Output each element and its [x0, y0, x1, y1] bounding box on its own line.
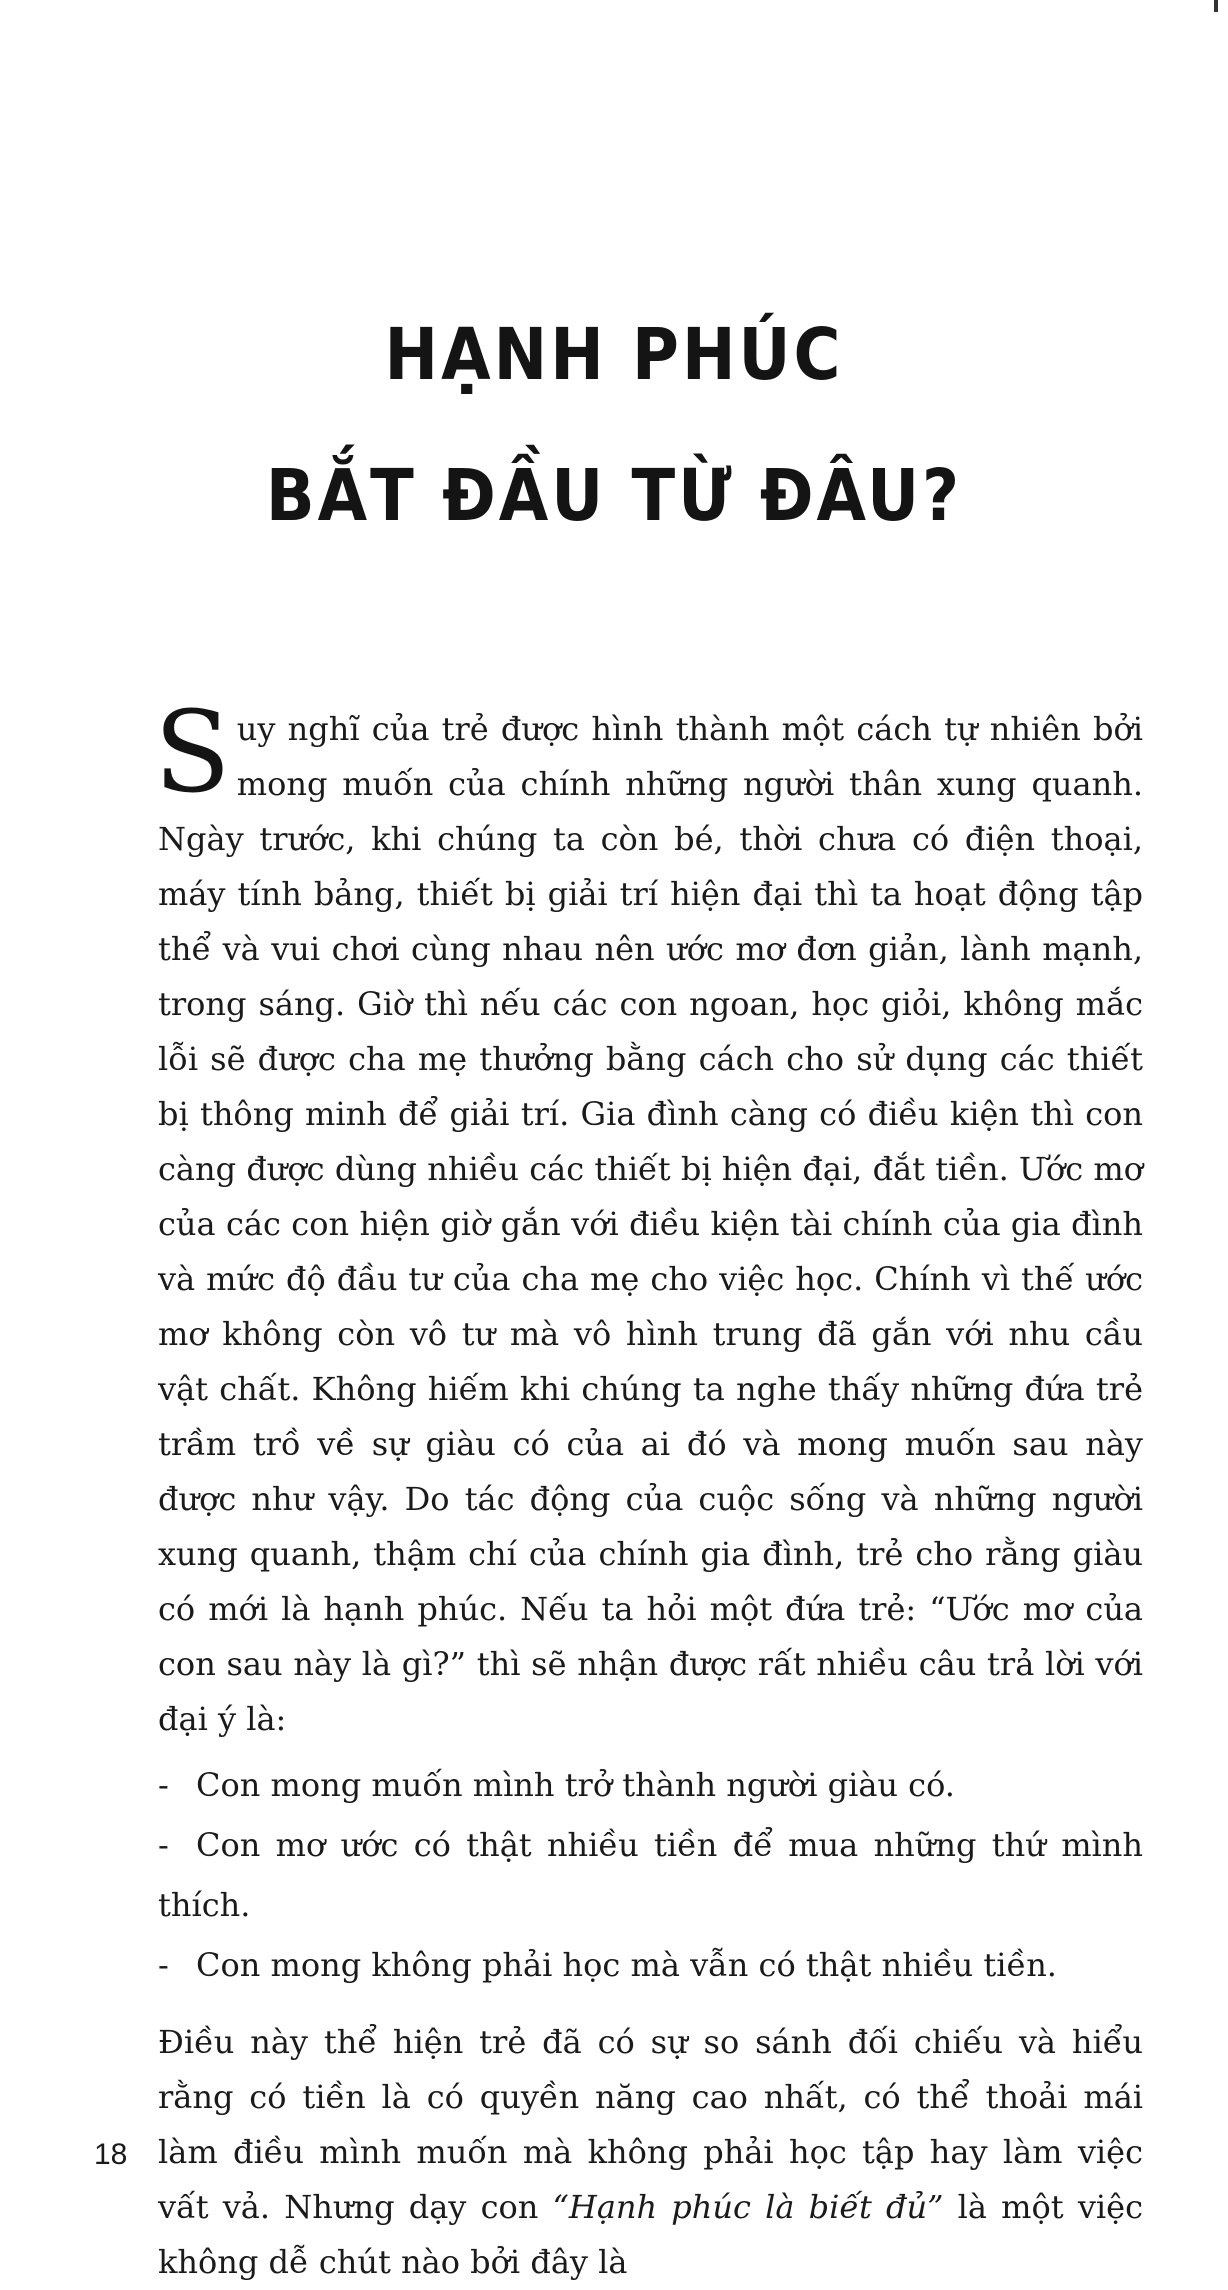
- list-item: [158, 1755, 1143, 1815]
- paragraph-2-quote: “Hạnh phúc là biết đủ”: [552, 2188, 944, 2226]
- scan-edge-mark: [1214, 0, 1218, 12]
- answer-list: [158, 1755, 1143, 1995]
- list-dash: -: [158, 1826, 169, 1864]
- list-item-text: Con mong không phải học mà vẫn có thật nhiều tiền.: [196, 1946, 1057, 1984]
- list-item-text: Con mơ ước có thật nhiều tiền để mua những thứ mình thích.: [158, 1826, 1143, 1924]
- chapter-title-line-1: HẠNH PHÚC: [384, 314, 844, 397]
- paragraph-1-text: uy nghĩ của trẻ được hình thành một cách tự nhiên bởi mong muốn của chính những người thân xung quanh. Ngày trước, khi chúng ta còn bé, thời chưa có điện thoại, máy tính bảng, thiết bị giải trí hiện đại thì ta hoạt động tập thể và vui chơi cùng nhau nên ước mơ đơn giản, lành mạnh, trong sáng. Giờ thì nếu các con ngoan, học giỏi, không mắc lỗi sẽ được cha mẹ thưởng bằng cách cho sử dụng các thiết bị thông minh để giải trí. Gia đình càng có điều kiện thì con càng được dùng nhiều các thiết bị hiện đại, đắt tiền. Ước mơ của các con hiện giờ gắn với điều kiện tài chính của gia đình và mức độ đầu tư của cha mẹ cho việc học. Chính vì thế ước mơ không còn vô tư mà vô hình trung đã gắn với nhu cầu vật chất. Không hiếm khi chúng ta nghe thấy những đứa trẻ trầm trồ về sự giàu có của ai đó và mong muốn sau này được như vậy. Do tác động của cuộc sống và những người xung quanh, thậm chí của chính gia đình, trẻ cho rằng giàu có mới là hạnh phúc. Nếu ta hỏi một đứa trẻ: “Ước mơ của con sau này là gì?” thì sẽ nhận được rất nhiều câu trả lời với đại ý là:: [158, 710, 1143, 1738]
- list-item: [158, 1935, 1143, 1995]
- paragraph-2-start: Điều này thể hiện trẻ đã có sự so sánh đối chiếu và hiểu rằng có tiền là có quyền năng cao nhất, có thể thoải mái làm điều mình muốn mà không phải học tập hay làm việc vất vả. Nhưng dạy con: [158, 2023, 1143, 2226]
- body-text: [154, 688, 1144, 2290]
- paragraph-1: [154, 688, 1143, 1747]
- paragraph-2-end: là một việc không dễ chút nào bởi đây là: [158, 2188, 1144, 2281]
- list-dash: -: [158, 1946, 169, 1984]
- page-number: 18: [94, 2138, 128, 2171]
- list-item: [158, 1815, 1143, 1935]
- chapter-title-line-2: BẮT ĐẦU TỪ ĐÂU?: [265, 455, 963, 538]
- list-dash: -: [158, 1766, 169, 1804]
- list-item-text: Con mong muốn mình trở thành người giàu có.: [196, 1766, 955, 1804]
- drop-cap: S: [154, 688, 231, 818]
- chapter-title: [0, 285, 1228, 567]
- paragraph-2: [158, 2015, 1143, 2290]
